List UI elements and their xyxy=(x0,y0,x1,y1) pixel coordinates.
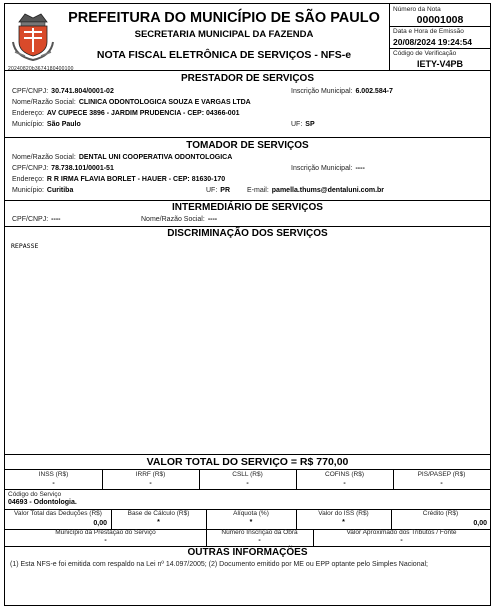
municipio-prestacao-value: - xyxy=(104,537,107,544)
valor-iss-value: * xyxy=(342,519,345,526)
credito-value: 0,00 xyxy=(473,520,487,527)
city-coat-of-arms-logo xyxy=(11,8,55,64)
prestador-nome-label: Nome/Razão Social: xyxy=(12,99,76,106)
prestador-uf-value: SP xyxy=(305,121,315,128)
outras-informacoes-text: (1) Esta NFS-e foi emitida com respaldo na Lei nº 14.097/2005; (2) Documento emitido por ME ou EPP optante pelo Simples Nacional; xyxy=(10,561,428,568)
csll-value: - xyxy=(246,480,249,487)
credito-label: Crédito (R$) xyxy=(422,510,459,517)
prestador-uf-label: UF: xyxy=(291,121,303,128)
valor-total: VALOR TOTAL DO SERVIÇO = R$ 770,00 xyxy=(146,456,349,468)
tomador-nome-value: DENTAL UNI COOPERATIVA ODONTOLOGICA xyxy=(78,154,233,161)
tomador-im-label: Inscrição Municipal: xyxy=(291,165,353,172)
pispasep-label: PIS/PASEP (R$) xyxy=(417,471,466,478)
municipio-info-row xyxy=(5,529,490,546)
barcode-text: 20240820b3674180400100 xyxy=(8,66,74,72)
inscricao-obra-label: Número Inscrição da Obra xyxy=(221,529,298,536)
page-title: PREFEITURA DO MUNICÍPIO DE SÃO PAULO xyxy=(68,10,380,26)
data-emissao-label: Data e Hora de Emissão xyxy=(393,28,464,35)
codigo-verificacao-value: IETY-V4PB xyxy=(416,59,463,69)
base-calculo-label: Base de Cálculo (R$) xyxy=(127,510,190,517)
discriminacao-title: DISCRIMINAÇÃO DOS SERVIÇOS xyxy=(167,228,328,239)
prestador-endereco-label: Endereço: xyxy=(12,110,44,117)
tomador-uf-value: PR xyxy=(220,187,231,194)
intermediario-nome-value: ---- xyxy=(207,216,218,223)
codigo-servico-label: Código do Serviço xyxy=(8,491,62,498)
irrf-value: - xyxy=(149,480,152,487)
deducoes-value: 0,00 xyxy=(93,520,107,527)
tomador-cpf-label: CPF/CNPJ: xyxy=(12,165,49,172)
codigo-verificacao-label: Código de Verificação xyxy=(393,50,457,57)
tomador-endereco-value: R R IRMA FLAVIA BORLET - HAUER - CEP: 81630-170 xyxy=(46,176,226,183)
numero-nota-box xyxy=(390,4,490,70)
tomador-uf-label: UF: xyxy=(206,187,218,194)
prestador-cpf-label: CPF/CNPJ: xyxy=(12,88,49,95)
csll-label: CSLL (R$) xyxy=(232,471,263,478)
nfse-document xyxy=(4,3,491,606)
prestador-municipio-value: São Paulo xyxy=(46,121,81,128)
tomador-email-value: pamella.thums@dentaluni.com.br xyxy=(271,187,385,194)
tributos-aprox-label: Valor Aproximado dos Tributos / Fonte xyxy=(346,529,457,536)
municipio-prestacao-label: Município da Prestação do Serviço xyxy=(55,529,156,536)
inss-label: INSS (R$) xyxy=(38,471,69,478)
tomador-email-label: E-mail: xyxy=(247,187,269,194)
prestador-im-label: Inscrição Municipal: xyxy=(291,88,353,95)
intermediario-nome-label: Nome/Razão Social: xyxy=(141,216,205,223)
tributos-aprox-value: - xyxy=(400,537,403,544)
tomador-title: TOMADOR DE SERVIÇOS xyxy=(186,140,309,151)
tomador-cpf-value: 78.738.101/0001-51 xyxy=(51,165,114,172)
base-calculo-value: * xyxy=(157,519,160,526)
tomador-nome-label: Nome/Razão Social: xyxy=(12,154,76,161)
discriminacao-text: REPASSE xyxy=(11,242,39,250)
data-emissao-value: 20/08/2024 19:24:54 xyxy=(393,37,472,47)
pispasep-value: - xyxy=(440,480,443,487)
prestador-cpf-value: 30.741.804/0001-02 xyxy=(51,88,114,95)
deducoes-label: Valor Total das Deduções (R$) xyxy=(14,510,102,517)
numero-nota-value: 00001008 xyxy=(416,14,464,26)
inscricao-obra-value: - xyxy=(258,537,261,544)
page-subtitle: SECRETARIA MUNICIPAL DA FAZENDA xyxy=(134,29,314,40)
codigo-servico-value: 04693 - Odontologia. xyxy=(8,499,77,506)
valor-iss-label: Valor do ISS (R$) xyxy=(318,510,369,517)
tomador-endereco-label: Endereço: xyxy=(12,176,44,183)
inss-value: - xyxy=(52,480,55,487)
prestador-endereco-value: AV CUPECE 3896 - JARDIM PRUDENCIA - CEP: 04366-001 xyxy=(46,110,240,117)
calculo-row xyxy=(5,509,490,529)
cofins-value: - xyxy=(343,480,346,487)
tomador-municipio-label: Município: xyxy=(12,187,44,194)
document-title: NOTA FISCAL ELETRÔNICA DE SERVIÇOS - NFS-e xyxy=(96,49,352,61)
intermediario-cpf-value: ---- xyxy=(51,216,61,223)
irrf-label: IRRF (R$) xyxy=(135,471,166,478)
prestador-title: PRESTADOR DE SERVIÇOS xyxy=(181,73,314,84)
outras-informacoes-title: OUTRAS INFORMAÇÕES xyxy=(187,547,308,558)
numero-nota-label: Número da Nota xyxy=(393,6,441,13)
tomador-municipio-value: Curitiba xyxy=(46,187,74,194)
aliquota-label: Alíquota (%) xyxy=(233,510,269,517)
tributos-row xyxy=(5,469,490,489)
aliquota-value: * xyxy=(249,519,253,526)
cofins-label: COFINS (R$) xyxy=(325,471,364,478)
intermediario-title: INTERMEDIÁRIO DE SERVIÇOS xyxy=(172,202,323,213)
prestador-im-value: 6.002.584-7 xyxy=(355,88,393,95)
prestador-nome-value: CLINICA ODONTOLOGICA SOUZA E VARGAS LTDA xyxy=(78,99,251,106)
tomador-im-value: ---- xyxy=(355,165,365,172)
intermediario-cpf-label: CPF/CNPJ: xyxy=(12,216,49,223)
prestador-municipio-label: Município: xyxy=(12,121,44,128)
